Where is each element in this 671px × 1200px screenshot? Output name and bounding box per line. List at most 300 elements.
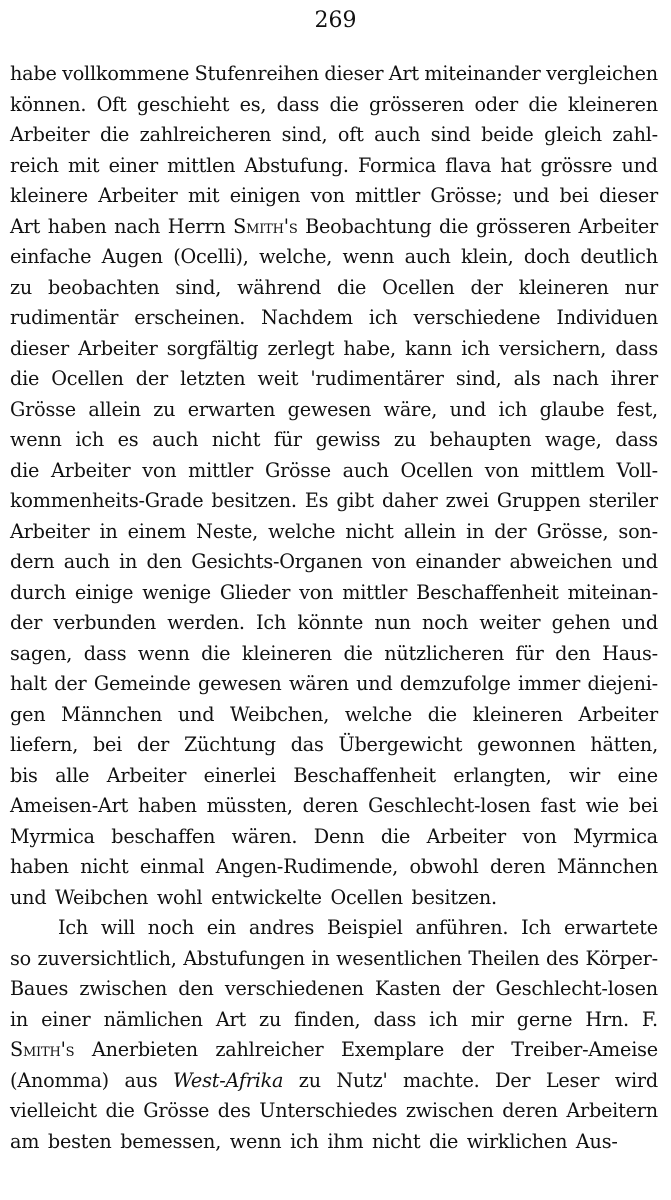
word: Gesichts-Organen	[191, 550, 363, 573]
word: des	[546, 946, 579, 970]
word: wenn	[10, 428, 62, 451]
word: Art	[388, 62, 419, 85]
text-line	[10, 730, 658, 761]
word: dass	[83, 641, 127, 665]
word: bei	[92, 733, 123, 756]
word: Smith's	[233, 214, 298, 238]
text-line	[10, 395, 658, 426]
word: sind,	[175, 275, 222, 299]
word: und	[449, 397, 487, 421]
word: gewiss	[315, 428, 381, 451]
word: das	[290, 733, 324, 756]
word: halt	[10, 672, 47, 695]
word: reich	[10, 153, 59, 177]
word: obwohl	[409, 855, 479, 878]
word: Züchtung	[183, 733, 276, 756]
word: Leser	[545, 1068, 600, 1092]
word: vielleicht	[10, 1099, 97, 1122]
word: zu	[298, 1068, 321, 1092]
word: Glieder	[219, 580, 291, 604]
word: erwartete	[564, 916, 658, 939]
word: des	[217, 1099, 251, 1122]
word: Ocellen	[400, 458, 473, 482]
word: in	[466, 519, 485, 543]
word: erlangten,	[453, 763, 552, 787]
word: wären.	[231, 824, 298, 848]
word: beobachten	[48, 275, 160, 299]
word: verschiedenen	[224, 977, 364, 1000]
word: gewesen	[198, 672, 282, 695]
word: einige	[74, 580, 134, 604]
text-line	[10, 1066, 658, 1097]
word: besitzen.	[411, 885, 497, 909]
word: Männchen	[556, 855, 658, 878]
word: wir	[568, 763, 601, 787]
word: Myrmica	[10, 824, 95, 848]
word: mit	[187, 184, 220, 207]
word: Nutz'	[336, 1068, 388, 1092]
word: als	[513, 367, 541, 390]
word: ich	[75, 428, 104, 451]
word: auch	[63, 550, 110, 573]
word: miteinander	[424, 62, 541, 85]
word: mittlem	[530, 458, 605, 482]
word: Ocellen	[382, 275, 455, 299]
word: von	[310, 184, 345, 207]
word: zahlreicheren	[139, 123, 272, 146]
word: entwickelte	[211, 885, 322, 909]
word: nämlichen	[103, 1007, 203, 1031]
word: mittler	[188, 458, 254, 482]
word: haben	[47, 214, 107, 238]
word: vergleichen	[546, 62, 658, 85]
text-line	[10, 608, 658, 639]
word: sagen,	[10, 641, 73, 665]
word: auch	[342, 458, 389, 482]
text-line	[10, 242, 658, 273]
word: ich	[461, 336, 490, 360]
word: kleinere	[10, 184, 88, 207]
word: Weibchen	[55, 885, 149, 909]
word: so	[10, 946, 31, 970]
word: dass	[615, 428, 658, 451]
word: deren	[489, 855, 546, 878]
word: gibt	[336, 489, 374, 512]
word: in	[119, 550, 138, 573]
word: nicht	[80, 855, 129, 878]
word: zahl-	[612, 123, 658, 146]
word: flava	[445, 153, 492, 177]
text-line	[10, 59, 658, 90]
word: der	[135, 367, 168, 390]
word: dieser	[324, 62, 384, 85]
word: von	[299, 580, 334, 604]
word: Grösse	[143, 1099, 210, 1122]
word: Individuen	[556, 306, 658, 329]
text-line	[10, 761, 658, 792]
word: dern	[10, 550, 55, 573]
word: der	[494, 519, 527, 543]
word: wohl	[156, 885, 203, 909]
word: glaube	[539, 397, 605, 421]
word: alle	[55, 763, 90, 787]
word: oder	[474, 92, 519, 116]
word: der	[452, 977, 485, 1000]
word: wenige	[142, 580, 211, 604]
word: Abstufungen	[183, 946, 305, 970]
word: gewonnen	[477, 733, 576, 756]
word: zwei	[445, 489, 489, 512]
word: nur	[624, 275, 658, 299]
word: könnte	[297, 611, 364, 634]
word: wäre,	[383, 397, 438, 421]
body-text	[10, 59, 658, 1157]
text-line	[10, 303, 658, 334]
word: Anerbieten	[91, 1038, 198, 1061]
word: liefern,	[10, 733, 79, 756]
word: Ich	[256, 611, 287, 634]
text-line	[10, 547, 658, 578]
word: einer	[41, 1007, 91, 1031]
word: kleineren	[472, 702, 563, 726]
word: Formica	[357, 153, 437, 177]
word: mittler	[342, 580, 408, 604]
word: von	[142, 458, 177, 482]
text-line	[10, 151, 658, 182]
word: die	[343, 641, 373, 665]
word: und	[10, 885, 47, 909]
word: beschaffen	[111, 824, 216, 848]
word: die	[439, 214, 469, 238]
word: in	[10, 1007, 29, 1031]
word: die	[528, 92, 558, 116]
word: wenn	[342, 245, 395, 268]
word: Art	[215, 1007, 247, 1031]
word: werden.	[167, 611, 245, 634]
word: einander	[415, 550, 501, 573]
word: Beispiel	[326, 916, 403, 939]
word: Körper-	[585, 946, 658, 970]
word: weit	[257, 367, 299, 390]
word: (Ocelli),	[173, 245, 249, 268]
word: Angen-Rudimende,	[215, 855, 399, 878]
word: gewesen	[287, 397, 372, 421]
word: demzufolge	[399, 672, 511, 695]
word: dass	[276, 92, 320, 116]
word: gerne	[516, 1007, 573, 1031]
word: verschiedene	[413, 306, 541, 329]
word: Grösse	[264, 458, 331, 482]
word: und	[621, 611, 658, 634]
word: zahlreicher	[215, 1038, 324, 1061]
word: Myrmica	[573, 824, 658, 848]
word: kann	[405, 336, 453, 360]
word: die	[105, 1099, 135, 1122]
text-line	[10, 974, 658, 1005]
word: besitzen.	[211, 489, 297, 512]
word: andres	[248, 916, 315, 939]
word: grösseren	[369, 92, 465, 116]
word: Unterschiedes	[259, 1099, 398, 1122]
text-line	[10, 578, 658, 609]
word: Abstufung.	[244, 153, 349, 177]
word: wesentlichen	[336, 946, 462, 970]
word: haben	[137, 794, 197, 817]
word: wie	[585, 794, 619, 817]
word: nach	[114, 214, 161, 238]
word: besten	[47, 1129, 112, 1153]
word: Ich	[521, 916, 552, 939]
word: und	[512, 184, 550, 207]
word: die	[201, 641, 231, 665]
word: dass	[615, 336, 658, 360]
word: in	[311, 946, 330, 970]
word: zu	[393, 428, 416, 451]
word: miteinan-	[567, 580, 658, 604]
word: dass	[373, 1007, 417, 1031]
text-line	[10, 1005, 658, 1036]
word: hätten,	[590, 733, 658, 756]
word: zu	[259, 1007, 282, 1031]
word: den	[178, 977, 214, 1000]
word: Baues	[10, 977, 69, 1000]
word: Augen	[101, 245, 163, 268]
text-line	[10, 486, 658, 517]
text-line	[10, 883, 658, 914]
page-number: 269	[314, 8, 357, 33]
word: kleineren	[567, 92, 658, 116]
word: son-	[618, 519, 658, 543]
word: Herrn	[167, 214, 226, 238]
word: und	[621, 550, 658, 573]
word: einigen	[229, 184, 301, 207]
word: sind,	[455, 367, 502, 390]
word: daher	[381, 489, 438, 512]
word: einfache	[10, 245, 92, 268]
word: zu	[10, 275, 33, 299]
word: Grösse,	[536, 519, 609, 543]
word: verbunden	[53, 611, 156, 634]
word: weiter	[479, 611, 541, 634]
text-line	[10, 822, 658, 853]
word: Arbeiter	[578, 214, 658, 238]
word: zu	[153, 397, 176, 421]
word: Arbeiter	[10, 519, 90, 543]
word: bemessen,	[120, 1129, 222, 1153]
word: die	[337, 275, 367, 299]
word: nicht	[345, 519, 394, 543]
word: und	[356, 672, 393, 695]
word: dieser	[10, 336, 69, 360]
word: Art	[10, 214, 41, 238]
word: der	[470, 275, 503, 299]
word: der	[136, 733, 170, 756]
text-line	[10, 944, 658, 975]
word: Arbeiter	[78, 336, 158, 360]
word: ihm	[327, 1129, 364, 1153]
word: kleineren	[518, 275, 609, 299]
text-line	[10, 273, 658, 304]
word: mittler	[355, 184, 421, 207]
word: gehen	[551, 611, 611, 634]
text-line	[10, 1096, 658, 1127]
word: die	[380, 824, 411, 848]
word: habe,	[343, 336, 396, 360]
text-line	[10, 517, 658, 548]
word: wird	[614, 1068, 658, 1092]
word: ein	[206, 916, 237, 939]
word: beide	[481, 123, 534, 146]
word: grössre	[540, 153, 613, 177]
word: allein	[88, 397, 141, 421]
word: Treiber-Ameise	[511, 1038, 658, 1061]
word: zerlegt	[267, 336, 335, 360]
word: Nachdem	[261, 306, 353, 329]
word: sorgfältig	[166, 336, 259, 360]
word: den	[555, 641, 591, 665]
word: Stufenreihen	[194, 62, 319, 85]
word: fast	[540, 794, 576, 817]
word: welche,	[259, 245, 333, 268]
word: F.	[641, 1007, 658, 1031]
word: dieser	[599, 184, 658, 207]
word: allein	[403, 519, 457, 543]
word: wären	[288, 672, 349, 695]
word: zwischen	[79, 977, 168, 1000]
word: abweichen	[509, 550, 613, 573]
word: und	[621, 153, 658, 177]
text-line	[10, 1035, 658, 1066]
word: die	[428, 1129, 459, 1153]
word: Arbeiter	[106, 763, 187, 787]
word: wenn	[229, 1129, 282, 1153]
word: gen	[10, 702, 46, 726]
word: können.	[10, 92, 87, 116]
text-line	[10, 90, 658, 121]
word: zuversichtlich,	[37, 946, 177, 970]
word: habe	[10, 62, 57, 85]
word: der	[54, 672, 87, 695]
word: die	[10, 458, 40, 482]
word: von	[522, 824, 557, 848]
word: Ameisen-Art	[10, 794, 129, 817]
word: Arbeitern	[566, 1099, 658, 1122]
text-line	[10, 181, 658, 212]
word: Kasten	[374, 977, 441, 1000]
word: Denn	[313, 824, 365, 848]
word: Beschaffenheit	[416, 580, 559, 604]
word: finden,	[294, 1007, 361, 1031]
word: aus	[124, 1068, 158, 1092]
word: Arbeiter	[426, 824, 507, 848]
word: Hrn.	[585, 1007, 629, 1031]
word: am	[10, 1129, 40, 1153]
word: die	[99, 123, 130, 146]
word: deutlich	[580, 245, 658, 268]
word: doch	[523, 245, 571, 268]
word: Grösse	[10, 397, 76, 421]
word: und	[177, 702, 215, 726]
word: den	[146, 550, 182, 573]
word: wenn	[137, 641, 190, 665]
word: oft	[337, 123, 364, 146]
word: Arbeiter	[578, 702, 658, 726]
word: ich	[290, 1129, 319, 1153]
word: der	[10, 611, 43, 634]
word: deren	[302, 794, 359, 817]
word: nach	[552, 367, 599, 390]
word: einer	[108, 153, 158, 177]
word: bei	[559, 184, 589, 207]
word: die	[427, 702, 457, 726]
word: Beobachtung	[305, 214, 432, 238]
word: Ich	[58, 916, 89, 939]
word: mir	[470, 1007, 504, 1031]
word: für	[515, 641, 544, 665]
word: Gruppen	[496, 489, 581, 512]
word: nicht	[372, 1129, 421, 1153]
word: Geschlecht-losen	[495, 977, 658, 1000]
word: welche	[344, 702, 413, 726]
word: anführen.	[415, 916, 509, 939]
text-line	[10, 791, 658, 822]
word: Gemeinde	[93, 672, 191, 695]
word: von	[371, 550, 407, 573]
word: nicht	[211, 428, 261, 451]
word: bis	[10, 763, 38, 787]
text-line	[10, 1127, 658, 1158]
word: bei	[628, 794, 658, 817]
word: Grösse;	[430, 184, 503, 207]
word: Ocellen	[51, 367, 124, 390]
word: zwischen	[405, 1099, 494, 1122]
word: Haus-	[602, 641, 658, 665]
word: Oft	[96, 92, 127, 116]
word: auch	[374, 123, 421, 146]
word: auch	[404, 245, 451, 268]
word: noch	[422, 611, 469, 634]
word: behaupten	[429, 428, 532, 451]
word: die	[10, 367, 40, 390]
word: Es	[304, 489, 329, 512]
word: welche	[268, 519, 336, 543]
word: wirklichen	[466, 1129, 568, 1153]
text-line	[10, 364, 658, 395]
text-line	[10, 669, 658, 700]
text-line	[10, 120, 658, 151]
word: während	[237, 275, 322, 299]
word: haben	[10, 855, 69, 878]
word: der	[461, 1038, 494, 1061]
word: immer	[518, 672, 581, 695]
word: Der	[495, 1068, 531, 1092]
word: Ocellen	[330, 885, 403, 909]
word: klein,	[461, 245, 514, 268]
word: Geschlecht-losen	[368, 794, 531, 817]
text-line	[10, 852, 658, 883]
word: die	[329, 92, 359, 116]
word: müssten,	[206, 794, 293, 817]
word: für	[273, 428, 302, 451]
word: eine	[617, 763, 658, 787]
word: erwarten	[187, 397, 276, 421]
word: Smith's	[10, 1038, 75, 1061]
word: mittlen	[167, 153, 236, 177]
word: diejeni-	[587, 672, 658, 695]
word: vollkommene	[62, 62, 190, 85]
word: ich	[498, 397, 528, 421]
word: Beschaffenheit	[293, 763, 436, 787]
